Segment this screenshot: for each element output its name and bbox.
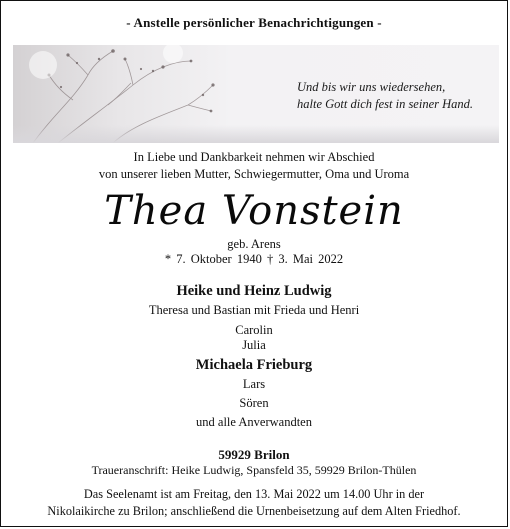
quote (297, 79, 497, 113)
banner-image (13, 45, 499, 143)
family-1-heading: Heike und Heinz Ludwig (176, 283, 332, 299)
family-2-line-1: Lars (242, 377, 266, 391)
family-1-line-1: Theresa und Bastian mit Frieda und Henri (148, 303, 360, 317)
birth-name: geb. Arens (227, 237, 281, 251)
header-note: - Anstelle persönlicher Benachrichtigungen - (126, 15, 382, 30)
service-line-2: Nikolaikirche zu Brilon; anschließend die Urnenbeisetzung auf dem Alten Friedhof. (47, 504, 461, 518)
intro-line-1: In Liebe und Dankbarkeit nehmen wir Abschied (133, 150, 375, 164)
mourning-address: Traueranschrift: Heike Ludwig, Spansfeld 35, 59929 Brilon-Thülen (91, 463, 417, 477)
deceased-name: Thea Vonstein (104, 188, 404, 234)
family-2-heading: Michaela Frieburg (195, 357, 313, 373)
quote-line-1: Und bis wir uns wiedersehen, (297, 80, 446, 94)
mourners-closing: und alle Anverwandten (196, 415, 312, 429)
family-1-line-3: Julia (242, 338, 266, 352)
family-1-line-2: Carolin (235, 323, 273, 337)
quote-line-2: halte Gott dich fest in seiner Hand. (297, 97, 474, 111)
life-dates: * 7. Oktober 1940 † 3. Mai 2022 (164, 252, 344, 266)
intro-text (1, 149, 507, 183)
service-info (1, 486, 507, 520)
family-2-line-2: Sören (239, 396, 269, 410)
city-heading: 59929 Brilon (218, 447, 290, 462)
banner-fade (13, 125, 499, 143)
service-line-1: Das Seelenamt ist am Freitag, den 13. Mai 2022 um 14.00 Uhr in der (83, 487, 425, 501)
intro-line-2: von unserer lieben Mutter, Schwiegermutter, Oma und Uroma (98, 167, 410, 181)
